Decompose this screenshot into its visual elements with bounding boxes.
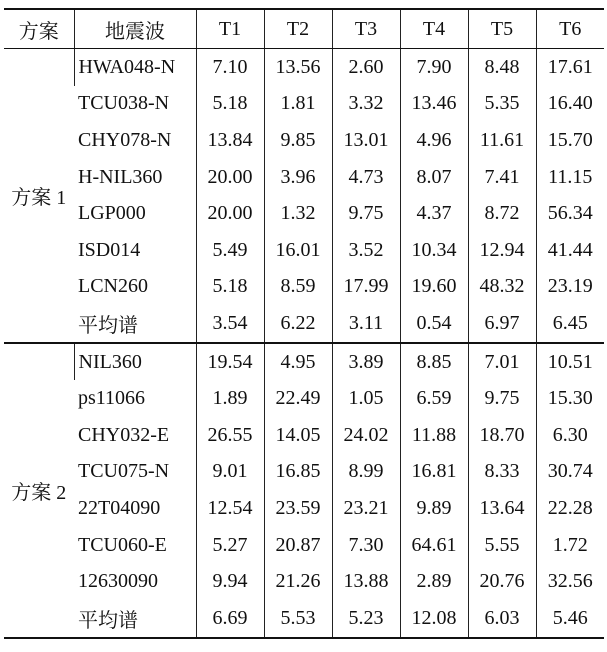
value-cell: 1.05 [332,380,400,417]
value-cell: 48.32 [468,269,536,306]
value-cell: 0.54 [400,305,468,343]
value-cell: 1.81 [264,86,332,123]
table-row [4,159,604,196]
value-cell: 12.54 [196,490,264,527]
table-row [4,380,604,417]
value-cell: 3.54 [196,305,264,343]
value-cell: 8.59 [264,269,332,306]
value-cell: 16.40 [536,86,604,123]
value-cell: 8.99 [332,454,400,491]
value-cell: 56.34 [536,195,604,232]
value-cell: 7.10 [196,49,264,86]
value-cell: 2.89 [400,563,468,600]
value-cell: 9.01 [196,454,264,491]
header-t5: T5 [468,9,536,49]
table-body [4,49,604,638]
table-row [4,454,604,491]
value-cell: 5.27 [196,527,264,564]
value-cell: 3.11 [332,305,400,343]
value-cell: 17.99 [332,269,400,306]
value-cell: 4.73 [332,159,400,196]
value-cell: 7.41 [468,159,536,196]
wave-name: 平均谱 [74,305,196,343]
value-cell: 6.97 [468,305,536,343]
value-cell: 7.30 [332,527,400,564]
value-cell: 11.88 [400,417,468,454]
header-t2: T2 [264,9,332,49]
table-row [4,269,604,306]
value-cell: 15.70 [536,122,604,159]
wave-name: HWA048-N [74,49,196,86]
wave-name: ISD014 [78,238,141,261]
value-cell: 12.08 [400,600,468,638]
value-cell: 21.26 [264,563,332,600]
value-cell: 8.07 [400,159,468,196]
value-cell: 20.00 [196,195,264,232]
value-cell: 26.55 [196,417,264,454]
value-cell: 30.74 [536,454,604,491]
value-cell: 16.81 [400,454,468,491]
wave-name: LCN260 [78,275,148,298]
value-cell: 23.19 [536,269,604,306]
value-cell: 9.75 [332,195,400,232]
table-row [4,563,604,600]
header-row [4,9,604,49]
value-cell: 10.34 [400,232,468,269]
value-cell: 4.95 [264,343,332,381]
value-cell: 22.49 [264,380,332,417]
value-cell: 7.90 [400,49,468,86]
header-t3: T3 [332,9,400,49]
value-cell: 19.60 [400,269,468,306]
value-cell: 19.54 [196,343,264,381]
value-cell: 6.30 [536,417,604,454]
wave-name: TCU038-N [78,92,170,115]
table-row [4,600,604,638]
wave-name: ps11066 [78,387,146,410]
plan-label: 方案 2 [4,343,74,638]
value-cell: 15.30 [536,380,604,417]
header-t4: T4 [400,9,468,49]
value-cell: 16.01 [264,232,332,269]
header-t1: T1 [196,9,264,49]
value-cell: 5.53 [264,600,332,638]
value-cell: 11.15 [536,159,604,196]
header-plan: 方案 [4,9,74,49]
value-cell: 20.76 [468,563,536,600]
plan-label: 方案 1 [4,49,74,343]
value-cell: 22.28 [536,490,604,527]
value-cell: 3.89 [332,343,400,381]
table-row [4,49,604,86]
value-cell: 5.55 [468,527,536,564]
value-cell: 13.64 [468,490,536,527]
wave-name: 12630090 [78,570,158,593]
value-cell: 3.32 [332,86,400,123]
value-cell: 20.87 [264,527,332,564]
wave-name: CHY078-N [78,128,172,151]
value-cell: 32.56 [536,563,604,600]
value-cell: 12.94 [468,232,536,269]
value-cell: 8.33 [468,454,536,491]
value-cell: 8.72 [468,195,536,232]
value-cell: 6.45 [536,305,604,343]
value-cell: 2.60 [332,49,400,86]
wave-name: H-NIL360 [78,165,163,188]
value-cell: 23.59 [264,490,332,527]
value-cell: 5.49 [196,232,264,269]
value-cell: 9.89 [400,490,468,527]
value-cell: 13.01 [332,122,400,159]
value-cell: 6.03 [468,600,536,638]
wave-name: NIL360 [74,343,196,381]
value-cell: 24.02 [332,417,400,454]
value-cell: 1.89 [196,380,264,417]
value-cell: 5.35 [468,86,536,123]
value-cell: 4.96 [400,122,468,159]
value-cell: 17.61 [536,49,604,86]
wave-name: 平均谱 [74,600,196,638]
wave-name: TCU060-E [78,533,167,556]
value-cell: 13.46 [400,86,468,123]
table-row [4,86,604,123]
value-cell: 9.75 [468,380,536,417]
value-cell: 8.85 [400,343,468,381]
value-cell: 13.56 [264,49,332,86]
value-cell: 41.44 [536,232,604,269]
value-cell: 3.52 [332,232,400,269]
table-row [4,490,604,527]
value-cell: 10.51 [536,343,604,381]
value-cell: 3.96 [264,159,332,196]
value-cell: 13.88 [332,563,400,600]
value-cell: 64.61 [400,527,468,564]
value-cell: 13.84 [196,122,264,159]
table-row [4,232,604,269]
value-cell: 9.94 [196,563,264,600]
value-cell: 14.05 [264,417,332,454]
value-cell: 11.61 [468,122,536,159]
table-row [4,122,604,159]
value-cell: 1.72 [536,527,604,564]
value-cell: 1.32 [264,195,332,232]
value-cell: 18.70 [468,417,536,454]
header-wave: 地震波 [74,9,196,49]
wave-name: LGP000 [78,202,146,225]
table-row [4,343,604,381]
value-cell: 6.22 [264,305,332,343]
value-cell: 23.21 [332,490,400,527]
value-cell: 7.01 [468,343,536,381]
value-cell: 9.85 [264,122,332,159]
value-cell: 6.59 [400,380,468,417]
value-cell: 16.85 [264,454,332,491]
value-cell: 5.23 [332,600,400,638]
header-t6: T6 [536,9,604,49]
value-cell: 5.18 [196,269,264,306]
wave-name: CHY032-E [78,423,170,446]
value-cell: 8.48 [468,49,536,86]
table-row [4,195,604,232]
table-row [4,527,604,564]
value-cell: 5.46 [536,600,604,638]
value-cell: 20.00 [196,159,264,196]
table-row [4,417,604,454]
value-cell: 5.18 [196,86,264,123]
value-cell: 4.37 [400,195,468,232]
wave-name: TCU075-N [78,460,170,483]
table-row [4,305,604,343]
wave-name: 22T04090 [78,496,161,519]
data-table [4,8,604,639]
value-cell: 6.69 [196,600,264,638]
